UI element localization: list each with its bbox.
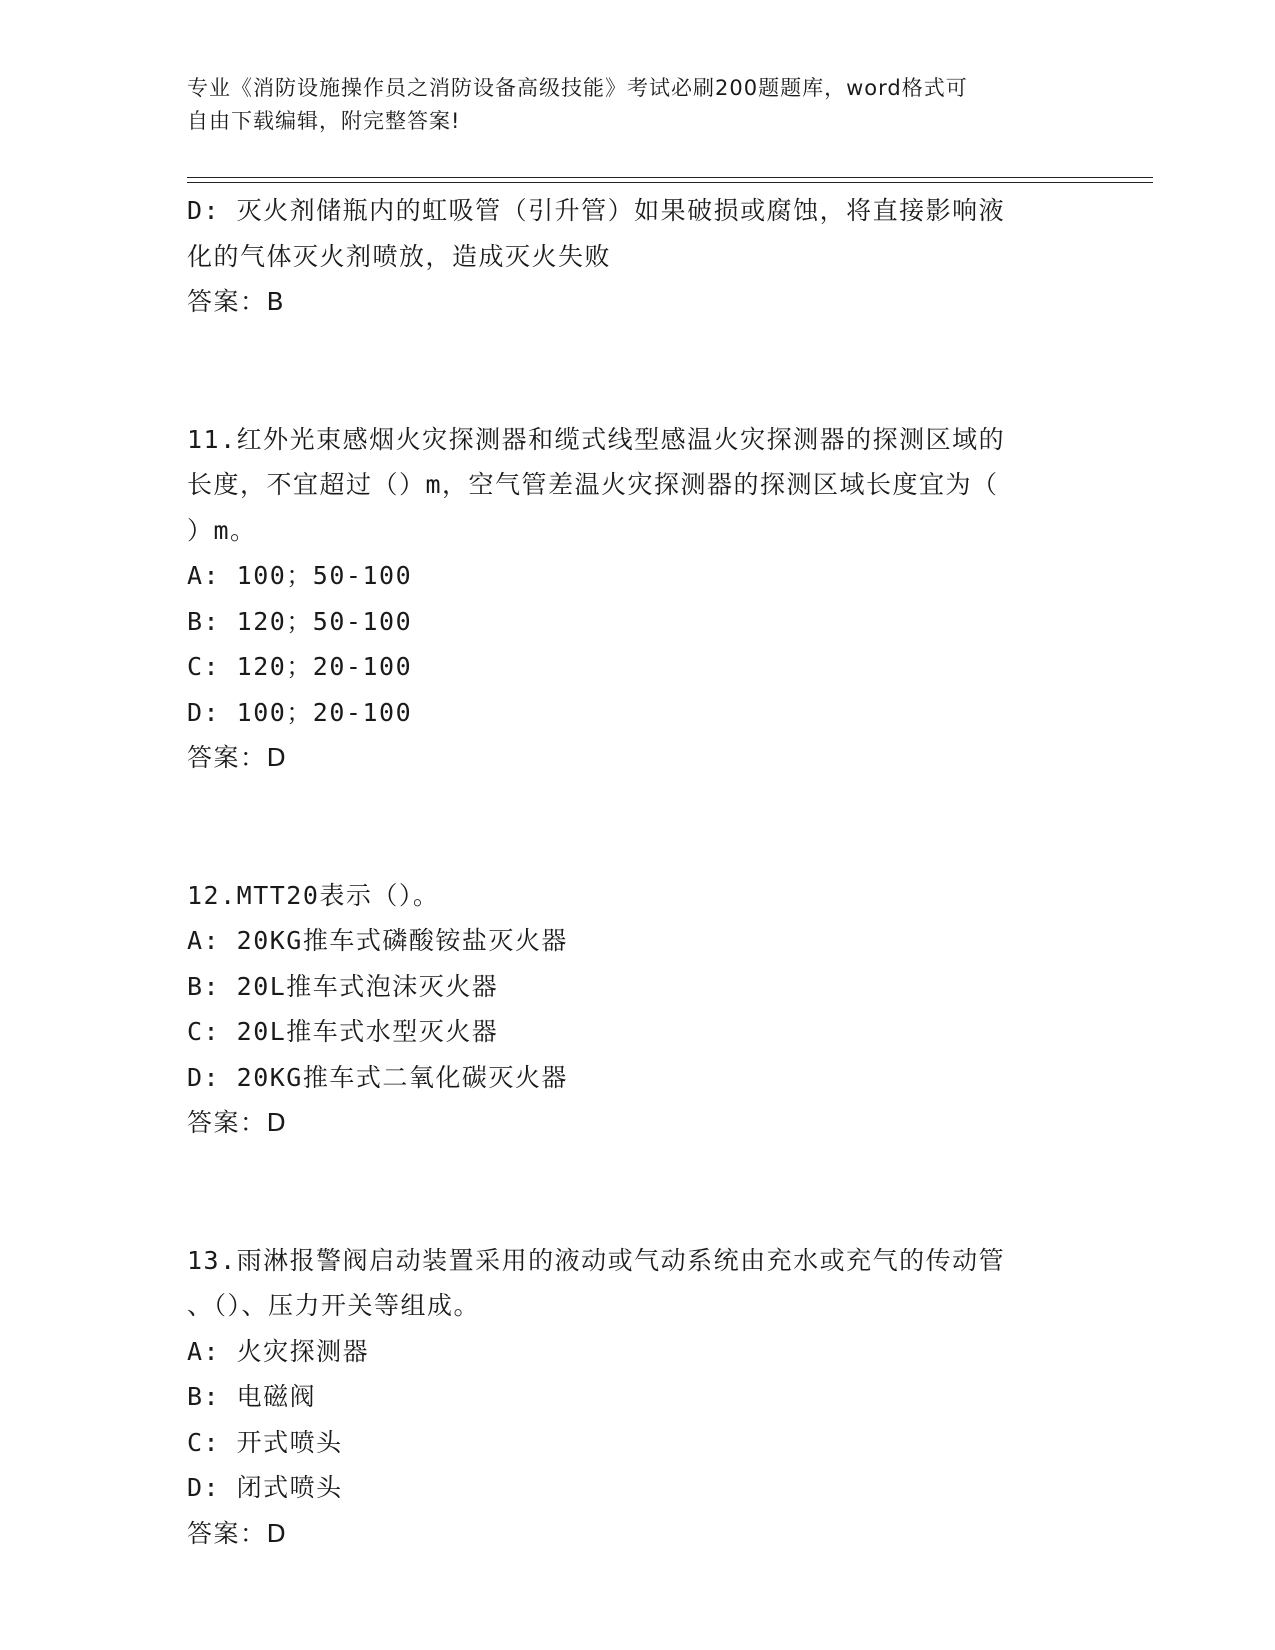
- option-c: C: 20L推车式水型灭火器: [187, 1017, 499, 1046]
- option-b: B: 电磁阀: [187, 1382, 317, 1411]
- answer-line: 答案：D: [187, 1108, 288, 1137]
- option-a: A: 火灾探测器: [187, 1336, 370, 1366]
- option-c: C: 120；20-100: [187, 652, 413, 681]
- answer-line: 答案：B: [187, 287, 286, 316]
- option-d-continued: 化的气体灭火剂喷放，造成灭火失败: [187, 241, 612, 271]
- answer-line: 答案：D: [187, 1518, 288, 1548]
- question-13: [187, 1238, 1087, 1557]
- option-a: A: 20KG推车式磷酸铵盐灭火器: [187, 926, 568, 955]
- question-stem-continued: 长度，不宜超过（）m，空气管差温火灾探测器的探测区域长度宜为（: [187, 470, 999, 499]
- header-line-2: 自由下载编辑，附完整答案!: [187, 109, 461, 133]
- header-line-1: 专业《消防设施操作员之消防设备高级技能》考试必刷200题题库，word格式可: [187, 76, 968, 100]
- document-body: [187, 188, 1087, 1556]
- question-stem: 12.MTT20表示（）。: [187, 880, 440, 910]
- option-d: D: 灭火剂储瓶内的虹吸管（引升管）如果破损或腐蚀，将直接影响液: [187, 196, 1006, 225]
- header-rule-bottom: [187, 182, 1153, 183]
- option-a: A: 100；50-100: [187, 561, 413, 590]
- option-d: D: 20KG推车式二氧化碳灭火器: [187, 1062, 568, 1092]
- question-12: [187, 873, 1087, 1146]
- question-stem-continued: ）m。: [187, 515, 257, 545]
- question-stem: 11.红外光束感烟火灾探测器和缆式线型感温火灾探测器的探测区域的: [187, 424, 1006, 454]
- question-11: [187, 417, 1087, 781]
- question-stem-continued: 、（）、压力开关等组成。: [187, 1291, 481, 1320]
- option-d: D: 闭式喷头: [187, 1473, 343, 1502]
- option-b: B: 120；50-100: [187, 606, 413, 636]
- answer-line: 答案：D: [187, 743, 288, 772]
- option-d: D: 100；20-100: [187, 697, 413, 727]
- document-header: [187, 72, 1067, 138]
- question-10-tail: [187, 188, 1087, 325]
- question-stem: 13.雨淋报警阀启动装置采用的液动或气动系统由充水或充气的传动管: [187, 1245, 1006, 1275]
- header-rule-top: [187, 177, 1153, 178]
- option-b: B: 20L推车式泡沫灭火器: [187, 971, 499, 1001]
- option-c: C: 开式喷头: [187, 1427, 343, 1457]
